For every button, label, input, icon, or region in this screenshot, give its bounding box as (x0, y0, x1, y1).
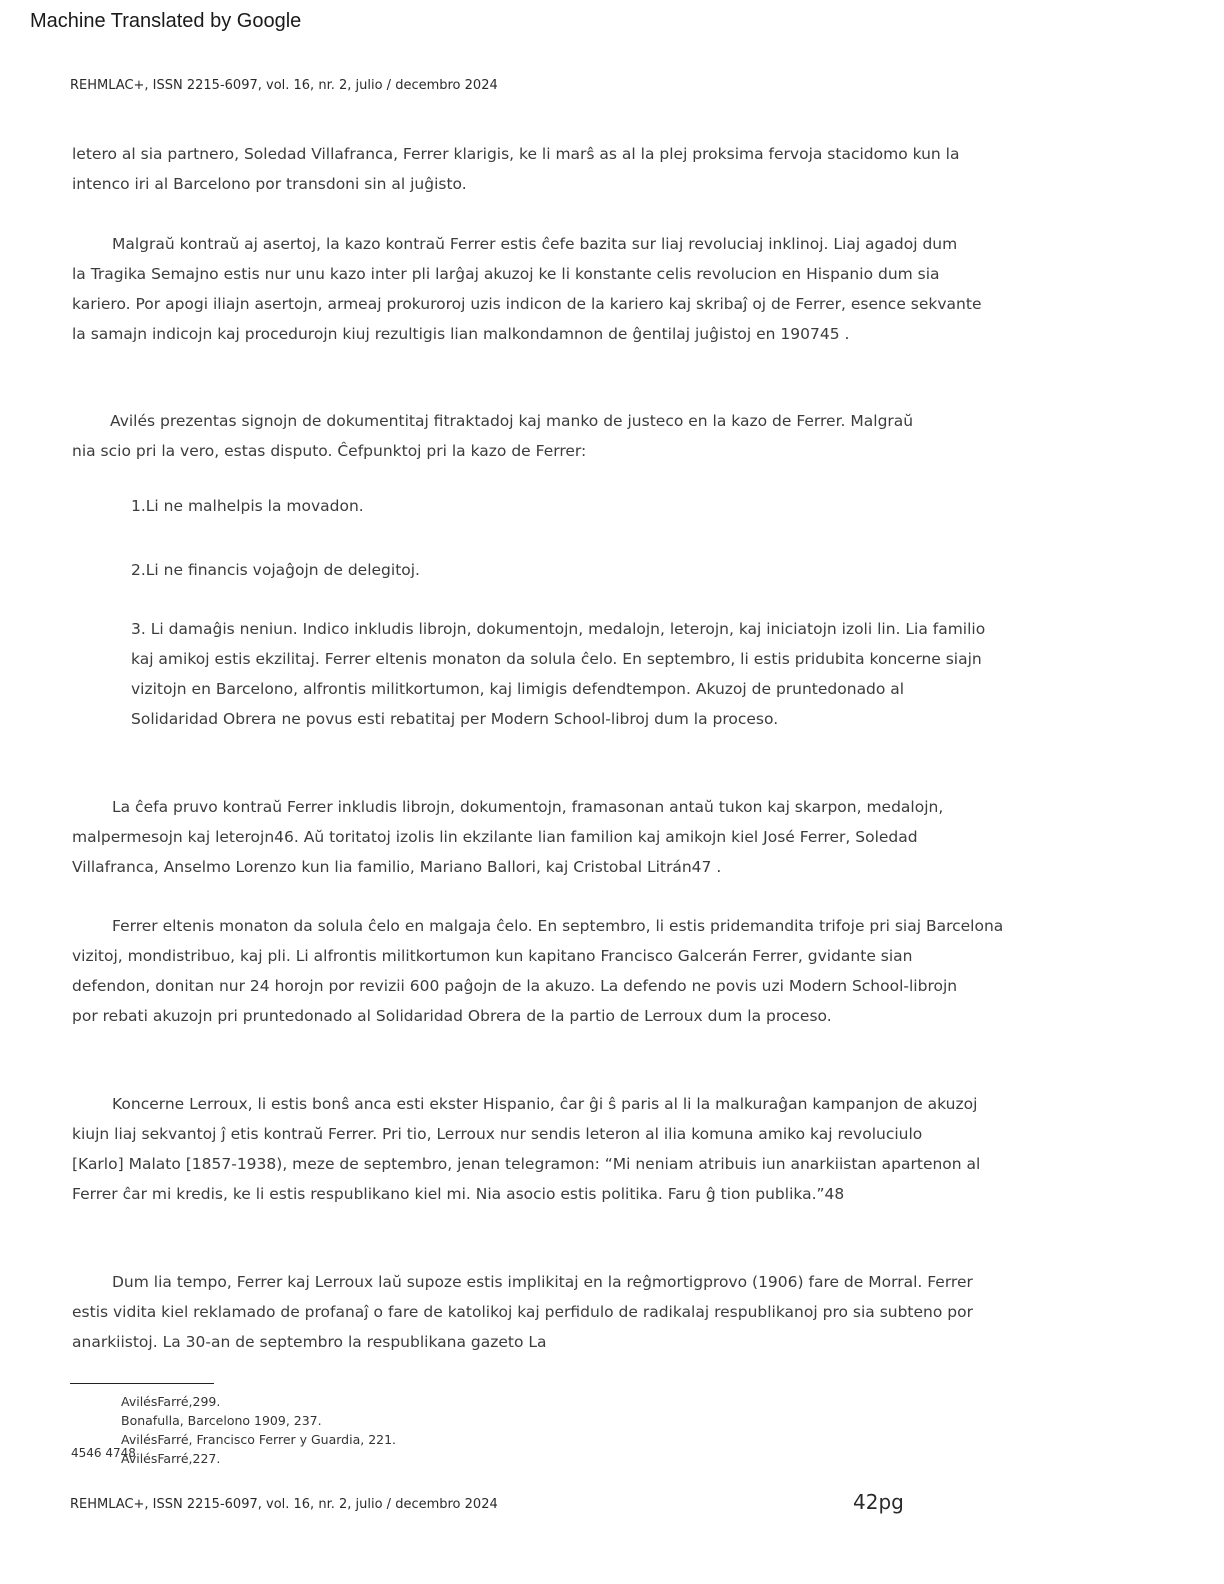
text-line: intenco iri al Barcelono por transdoni sin al juĝisto. (72, 175, 467, 193)
text-line: la Tragika Semajno estis nur unu kazo inter pli larĝaj akuzoj ke li konstante celis revolucion en Hispanio dum sia (72, 265, 940, 283)
text-line: 1.Li ne malhelpis la movadon. (131, 497, 364, 515)
text-line: Solidaridad Obrera ne povus esti rebatitaj per Modern School-libroj dum la proceso. (131, 710, 779, 728)
text-line: 2.Li ne financis vojaĝojn de delegitoj. (131, 561, 420, 579)
journal-header: REHMLAC+, ISSN 2215-6097, vol. 16, nr. 2, julio / decembro 2024 (70, 78, 498, 93)
text-line: La ĉefa pruvo kontraŭ Ferrer inkludis librojn, dokumentojn, framasonan antaŭ tukon kaj skarpon, medalojn, (112, 798, 944, 816)
text-line: estis vidita kiel reklamado de profanaĵ o fare de katolikoj kaj perfidulo de radikalaj respublikanoj pro sia subteno por (72, 1303, 973, 1321)
machine-translation-banner: Machine Translated by Google (30, 10, 302, 32)
paragraph-body (72, 1267, 973, 1357)
text-line: Koncerne Lerroux, li estis bonŝ anca esti ekster Hispanio, ĉar ĝi ŝ paris al li la malkuraĝan kampanjon de akuzoj (112, 1095, 978, 1113)
text-line: Avilés prezentas signojn de dokumentitaj fitraktadoj kaj manko de justeco en la kazo de Ferrer. Malgraŭ (110, 412, 914, 430)
footnote: AvilésFarré,299. (121, 1394, 221, 1409)
footnote-divider (70, 1383, 214, 1384)
text-line: Ferrer eltenis monaton da solula ĉelo en malgaja ĉelo. En septembro, li estis pridemandita trifoje pri siaj Barcelona (112, 917, 1004, 935)
paragraph-body (72, 229, 982, 349)
text-line: kaj amikoj estis ekzilitaj. Ferrer eltenis monaton da solula ĉelo. En septembro, li estis pridubita koncerne siajn (131, 650, 982, 668)
text-line: malpermesojn kaj leterojn46. Aŭ toritatoj izolis lin ekzilante lian familion kaj amikojn kiel José Ferrer, Soledad (72, 828, 918, 846)
text-line: Dum lia tempo, Ferrer kaj Lerroux laŭ supoze estis implikitaj en la reĝmortigprovo (1906) fare de Morral. Ferrer (112, 1273, 973, 1291)
paragraph-body (72, 911, 1004, 1031)
text-line: por rebati akuzojn pri pruntedonado al Solidaridad Obrera de la partio de Lerroux dum la proceso. (72, 1007, 832, 1025)
text-line: vizitoj, mondistribuo, kaj pli. Li alfrontis militkortumon kun kapitano Francisco Galcerán Ferrer, gvidante sian (72, 947, 913, 965)
list-item (131, 491, 961, 521)
text-line: kiujn liaj sekvantoj ĵ etis kontraŭ Ferrer. Pri tio, Lerroux nur sendis leteron al ilia komuna amiko kaj revoluciulo (72, 1125, 923, 1143)
paragraph-body (72, 1089, 981, 1209)
footnote: AvilésFarré,227. (121, 1451, 221, 1466)
text-line: anarkiistoj. La 30-an de septembro la respublikana gazeto La (72, 1333, 547, 1351)
text-line: la samajn indicojn kaj procedurojn kiuj rezultigis lian malkondamnon de ĝentilaj juĝistoj en 190745 . (72, 325, 850, 343)
list-item (131, 555, 961, 585)
footnote: AvilésFarré, Francisco Ferrer y Guardia, 221. (121, 1432, 397, 1447)
text-line: Ferrer ĉar mi kredis, ke li estis respublikano kiel mi. Nia asocio estis politika. Faru ĝ tion publika.”48 (72, 1185, 845, 1203)
paragraph-body (72, 406, 962, 466)
text-line: 3. Li damaĝis neniun. Indico inkludis librojn, dokumentojn, medalojn, leterojn, kaj iniciatojn izoli lin. Lia familio (131, 620, 986, 638)
text-line: kariero. Por apogi iliajn asertojn, armeaj prokuroroj uzis indicon de la kariero kaj skribaĵ oj de Ferrer, esence sekvante (72, 295, 982, 313)
paragraph-continuation (72, 139, 962, 199)
footnotes (121, 1392, 396, 1468)
text-line: Villafranca, Anselmo Lorenzo kun lia familio, Mariano Ballori, kaj Cristobal Litrán47 . (72, 858, 722, 876)
footnote: Bonafulla, Barcelono 1909, 237. (121, 1413, 322, 1428)
page-number: 42pg (853, 1490, 904, 1514)
text-line: defendon, donitan nur 24 horojn por revizii 600 paĝojn de la akuzo. La defendo ne povis uzi Modern School-librojn (72, 977, 958, 995)
footnote-numbers: 4546 4748 (71, 1446, 136, 1460)
text-line: Malgraŭ kontraŭ aj asertoj, la kazo kontraŭ Ferrer estis ĉefe bazita sur liaj revoluciaj inklinoj. Liaj agadoj dum (112, 235, 958, 253)
text-line: letero al sia partnero, Soledad Villafranca, Ferrer klarigis, ke li marŝ as al la plej proksima fervoja stacidomo kun la (72, 145, 960, 163)
paragraph-body (72, 792, 962, 882)
journal-footer: REHMLAC+, ISSN 2215-6097, vol. 16, nr. 2, julio / decembro 2024 (70, 1497, 498, 1512)
text-line: [Karlo] Malato [1857-1938), meze de septembro, jenan telegramon: “Mi neniam atribuis iun anarkiistan apartenon al (72, 1155, 981, 1173)
text-line: nia scio pri la vero, estas disputo. Ĉefpunktoj pri la kazo de Ferrer: (72, 442, 587, 460)
list-item (131, 614, 986, 734)
text-line: vizitojn en Barcelono, alfrontis militkortumon, kaj limigis defendtempon. Akuzoj de pruntedonado al (131, 680, 905, 698)
